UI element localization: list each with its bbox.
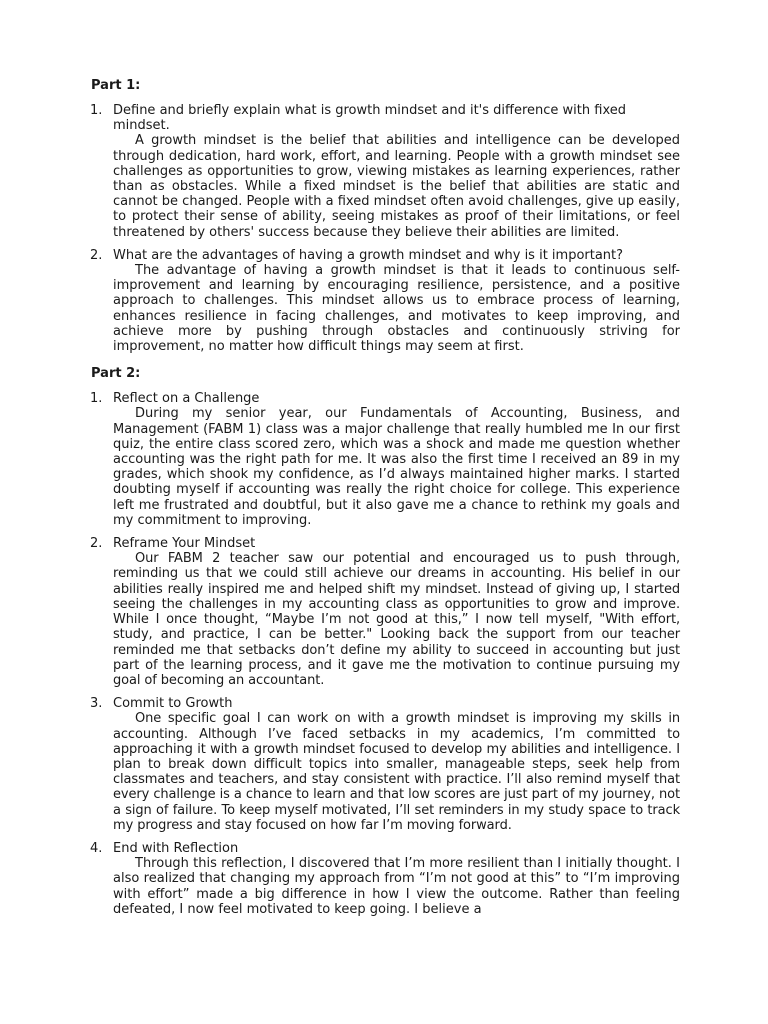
answer-text: Through this reflection, I discovered that I’m more resilient than I initially thought. I also realized that changing my approach from “I’m not good at this” to “I’m improving with effort” made a big difference in how I view the outcome. Rather than feeling defeated, I now feel motivated to keep going. I believe a (113, 856, 680, 917)
part-1-heading: Part 1: (91, 78, 141, 93)
answer-text: During my senior year, our Fundamentals of Accounting, Business, and Management (FABM 1) class was a major challenge that really humbled me In our first quiz, the entire class scored zero, which was a shock and made me question whether accounting was the right path for me. It was also the first time I received an 89 in my grades, which shook my confidence, as I’d always maintained higher marks. I started doubting myself if accounting was really the right choice for college. This experience left me frustrated and doubtful, but it also gave me a chance to rethink my goals and my commitment to improving. (113, 406, 680, 528)
answer-text: A growth mindset is the belief that abilities and intelligence can be developed through dedication, hard work, effort, and learning. People with a growth mindset see challenges as opportunities to grow, viewing mistakes as learning experiences, rather than as obstacles. While a fixed mindset is the belief that abilities are static and cannot be changed. People with a fixed mindset often avoid challenges, give up easily, to protect their sense of ability, seeing mistakes as proof of their limitations, or feel threatened by others' success because they believe their abilities are limited. (113, 133, 680, 240)
part-2-item-1 (90, 391, 680, 528)
part-2-item-4 (90, 841, 680, 917)
answer-text: Our FABM 2 teacher saw our potential and encouraged us to push through, reminding us that we could still achieve our dreams in accounting. His belief in our abilities really inspired me and helped shift my mindset. Instead of giving up, I started seeing the challenges in my accounting class as opportunities to grow and improve. While I once thought, “Maybe I’m not good at this,” I now tell myself, "With effort, study, and practice, I can be better." Looking back the support from our teacher reminded me that setbacks don’t define my ability to succeed in accounting but just part of the learning process, and it gave me the motivation to continue pursuing my goal of becoming an accountant. (113, 551, 680, 688)
item-number: 1. (90, 391, 103, 407)
answer-text: One specific goal I can work on with a growth mindset is improving my skills in accounting. Although I’ve faced setbacks in my academics, I’m committed to approaching it with a growth mindset focused to develop my abilities and intelligence. I plan to break down difficult topics into smaller, manageable steps, seek help from classmates and teachers, and stay consistent with practice. I’ll also remind myself that every challenge is a chance to learn and that low scores are just part of my journey, not a sign of failure. To keep myself motivated, I’ll set reminders in my study space to track my progress and stay focused on how far I’m moving forward. (113, 711, 680, 833)
answer-text: The advantage of having a growth mindset is that it leads to continuous self-improvement and learning by encouraging resilience, persistence, and a positive approach to challenges. This mindset allows us to embrace process of learning, enhances resilience in facing challenges, and motivates to keep improving, and achieve more by pushing through obstacles and continuously striving for improvement, no matter how difficult things may seem at first. (113, 263, 680, 355)
section-title: End with Reflection (113, 840, 239, 856)
question-text: What are the advantages of having a growth mindset and why is it important? (113, 247, 624, 263)
part-1-list (90, 103, 680, 354)
part-2-heading: Part 2: (91, 366, 141, 382)
item-number: 4. (90, 840, 103, 856)
section-title: Reframe Your Mindset (113, 536, 256, 552)
item-number: 2. (90, 536, 103, 552)
part-2-list (90, 391, 680, 917)
part-2-item-2 (90, 536, 680, 688)
item-number: 2. (90, 247, 103, 263)
item-number: 3. (90, 696, 103, 712)
part-1-item-2 (90, 248, 680, 354)
item-number: 1. (90, 103, 103, 118)
part-1-item-1 (90, 103, 680, 240)
part-2-item-3 (90, 696, 680, 833)
section-title: Commit to Growth (113, 696, 233, 712)
question-text: Define and briefly explain what is growth mindset and it's difference with fixed mindset. (113, 103, 626, 134)
section-title: Reflect on a Challenge (113, 391, 260, 407)
